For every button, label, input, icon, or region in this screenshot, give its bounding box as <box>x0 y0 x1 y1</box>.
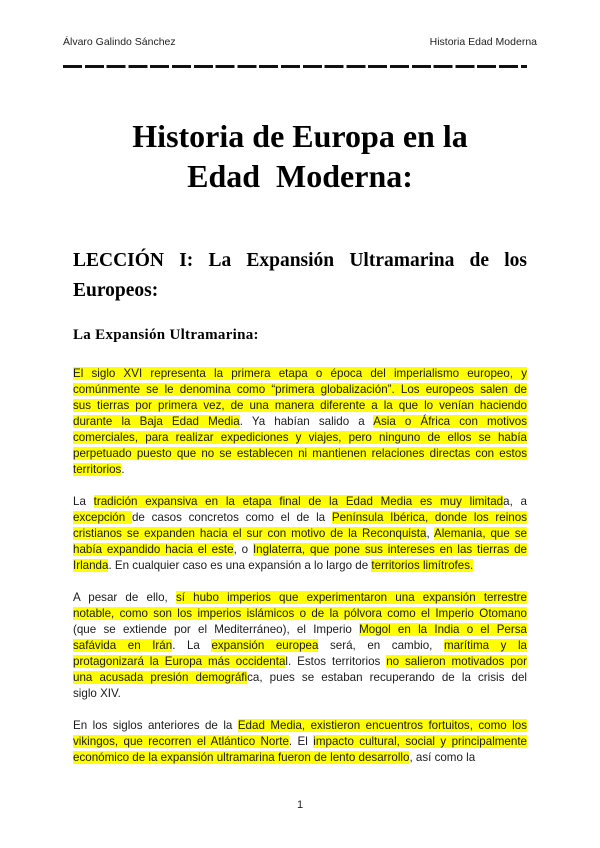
lesson-word: Ultramarina <box>349 250 455 271</box>
highlighted-text: sí hubo imperios que experimentaron una expansión terrestre <box>175 591 527 604</box>
paragraph-1 <box>73 366 527 478</box>
plain-text: A pesar de ello, <box>73 591 176 604</box>
plain-text: ca, pues se estaban recuperando de la crisis del <box>247 671 527 684</box>
text-line <box>73 606 527 622</box>
text-line <box>73 590 527 606</box>
highlighted-text: comúnmente se le denomina como “primera globalización”. Los europeos salen de <box>73 383 527 396</box>
text-line <box>73 558 527 574</box>
page-number: 1 <box>296 799 304 811</box>
lesson-word: I: <box>179 250 194 271</box>
highlighted-text: económico de la expansión ultramarina fueron de lento desarrollo <box>73 751 410 764</box>
plain-text: . Ya habían salido a <box>239 415 374 428</box>
title-line-1: Historia de Europa en la <box>132 118 468 154</box>
highlighted-text: Alemania, que se <box>433 527 527 540</box>
plain-text: En los siglos anteriores de la <box>73 719 238 732</box>
text-line <box>73 654 527 670</box>
text-line <box>73 430 527 446</box>
plain-text: será, en cambio, <box>318 639 444 652</box>
highlighted-text: comerciales, para realizar expediciones y viajes, pero ninguno de ellos se había <box>73 431 527 444</box>
text-line <box>73 462 527 478</box>
plain-text: l. Estos territorios <box>285 655 387 668</box>
plain-text: La <box>73 495 94 508</box>
plain-text: . <box>121 463 125 476</box>
highlighted-text: había expandido hacia el este <box>73 543 234 556</box>
plain-text: , así como la <box>409 751 476 764</box>
plain-text: . En cualquier caso es una expansión a lo largo de <box>108 559 372 572</box>
highlighted-text: El siglo XVI representa la primera etapa o época del imperialismo europeo, y <box>73 367 527 380</box>
highlighted-text: Mogol en la India o el Persa <box>359 623 527 636</box>
text-line <box>73 366 527 382</box>
header-divider <box>63 65 527 68</box>
plain-text: . La <box>172 639 212 652</box>
lesson-heading-line-2: Europeos: <box>73 280 159 301</box>
text-line <box>73 686 527 702</box>
highlighted-text: Irlanda <box>73 559 109 572</box>
text-line <box>73 414 527 430</box>
highlighted-text: vikingos, que recorren el Atlántico Norte <box>73 735 289 748</box>
text-line <box>73 398 527 414</box>
section-heading: La Expansión Ultramarina: <box>73 327 259 343</box>
plain-text: de casos concretos como el de la <box>131 511 332 524</box>
highlighted-text: no salieron motivados por <box>386 655 527 668</box>
lesson-word: de <box>469 250 490 271</box>
header-course: Historia Edad Moderna <box>429 36 537 48</box>
text-line <box>73 750 527 766</box>
highlighted-text: perpetuado puesto que no se establecen ni mantienen relaciones directas con estos <box>73 447 527 460</box>
text-line <box>73 494 527 510</box>
highlighted-text: tradición expansiva en la etapa final de la Edad Media es muy limitad <box>93 495 504 508</box>
highlighted-text: Asia o África con motivos <box>373 415 527 428</box>
lesson-word: LECCIÓN <box>73 250 165 271</box>
highlighted-text: notable, como son los imperios islámicos o de la pólvora como el Imperio Otomano <box>73 607 527 620</box>
lesson-word: los <box>504 250 527 271</box>
plain-text: siglo XIV. <box>73 687 121 700</box>
highlighted-text: cristianos se expanden hacia el sur con motivo de la Reconquista <box>73 527 427 540</box>
title-line-2: Edad Moderna: <box>187 158 413 194</box>
highlighted-text: Edad Media, existieron encuentros fortuitos, como los <box>237 719 527 732</box>
highlighted-text: protagonizará la Europa más occidenta <box>73 655 286 668</box>
highlighted-text: Península Ibérica, donde los reinos <box>331 511 528 524</box>
lesson-word: Expansión <box>246 250 335 271</box>
plain-text: (que se extiende por el Mediterráneo), el Imperio <box>73 623 360 636</box>
header-author: Álvaro Galindo Sánchez <box>63 36 176 48</box>
text-line <box>73 718 527 734</box>
lesson-word: La <box>208 250 232 271</box>
highlighted-text: safávida en Irán <box>73 639 173 652</box>
highlighted-text: territorios limítrofes. <box>371 559 474 572</box>
lesson-heading <box>73 246 527 306</box>
highlighted-text: territorios <box>73 463 122 476</box>
paragraph-4 <box>73 718 527 766</box>
highlighted-text: una acusada presión demográfi <box>73 671 248 684</box>
highlighted-text: impacto cultural, social y principalmente <box>313 735 527 748</box>
lesson-heading-line-1 <box>73 246 527 276</box>
plain-text: a, a <box>503 495 527 508</box>
text-line <box>73 670 527 686</box>
text-line <box>73 510 527 526</box>
highlighted-text: excepción <box>73 511 132 524</box>
paragraph-3 <box>73 590 527 702</box>
text-line <box>73 542 527 558</box>
text-line <box>73 446 527 462</box>
highlighted-text: Inglaterra, que pone sus intereses en las tierras de <box>252 543 527 556</box>
highlighted-text: sus tierras por primera vez, de una manera diferente a la que lo venían haciendo <box>73 399 527 412</box>
text-line <box>73 622 527 638</box>
plain-text: . El <box>288 735 314 748</box>
highlighted-text: marítima y la <box>443 639 527 652</box>
page-header <box>63 36 537 52</box>
text-line <box>73 526 527 542</box>
highlighted-text: expansión europea <box>211 639 319 652</box>
plain-text: , <box>426 527 434 540</box>
paragraph-2 <box>73 494 527 574</box>
document-title <box>0 116 600 196</box>
highlighted-text: durante la Baja Edad Media <box>73 415 240 428</box>
text-line <box>73 382 527 398</box>
text-line <box>73 638 527 654</box>
plain-text: , o <box>233 543 253 556</box>
text-line <box>73 734 527 750</box>
